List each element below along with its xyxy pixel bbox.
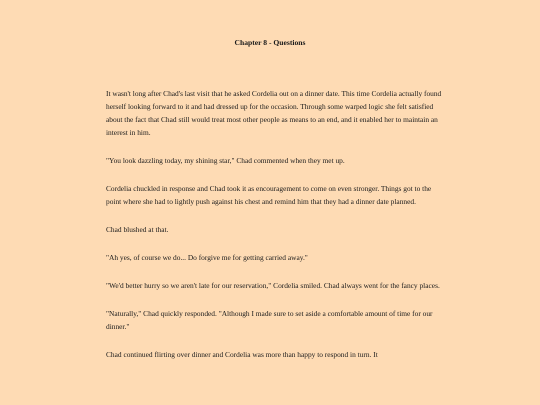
paragraph: Chad blushed at that.: [106, 225, 169, 234]
paragraph: It wasn't long after Chad's last visit that he asked Cordelia out on a dinner date. This time Cordelia actually found herself looking forward to it and had dressed up for the occasion. Through some warped logic she felt satisfied about the fact that Chad still would treat most other people as means to an end, and it enabled her to maintain an interest in him.: [106, 89, 442, 137]
paragraph: "Ah yes, of course we do... Do forgive me for getting carried away.": [106, 253, 308, 262]
paragraph: "You look dazzling today, my shining star," Chad commented when they met up.: [106, 156, 345, 165]
chapter-title: Chapter 8 - Questions: [234, 38, 306, 47]
story-body: [106, 87, 446, 376]
paragraph: Chad continued flirting over dinner and Cordelia was more than happy to respond in turn. It: [106, 350, 378, 359]
paragraph: Cordelia chuckled in response and Chad took it as encouragement to come on even stronger. Things got to the point where she had to lightly push against his chest and remind him that they had a dinner date planned.: [106, 184, 432, 206]
paragraph: "We'd better hurry so we aren't late for our reservation," Cordelia smiled. Chad always went for the fancy places.: [106, 281, 440, 290]
paragraph: "Naturally," Chad quickly responded. "Although I made sure to set aside a comfortable amount of time for our dinner.": [106, 309, 433, 331]
